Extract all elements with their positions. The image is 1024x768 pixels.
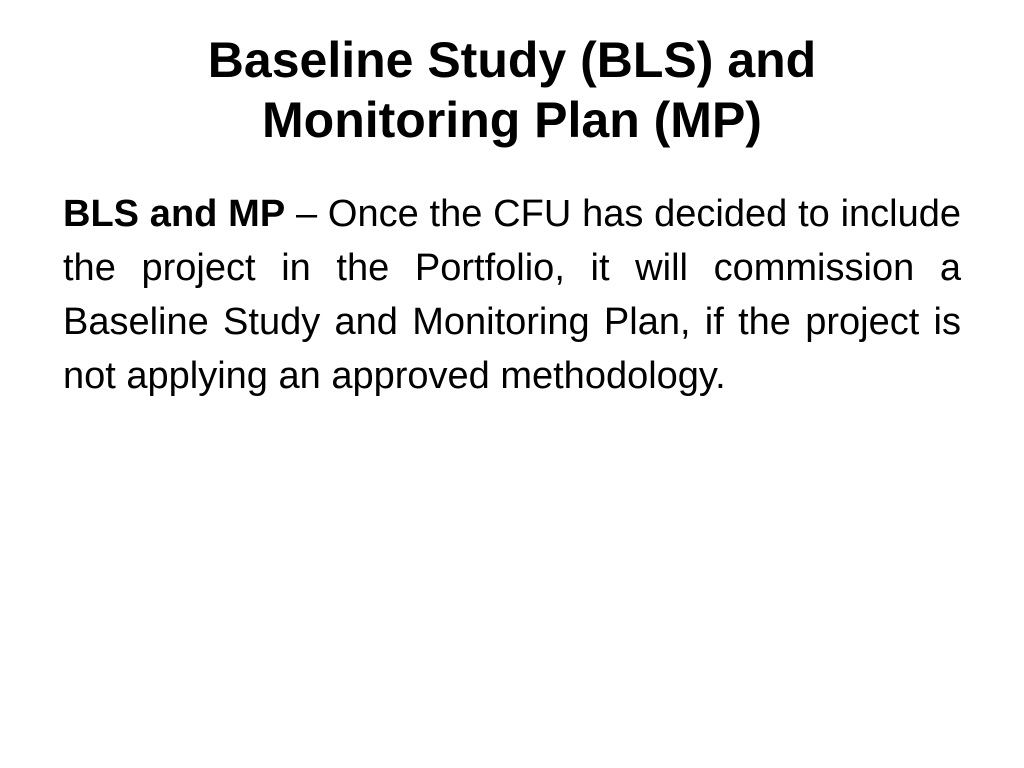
separator: –: [285, 193, 328, 235]
lead-term: BLS and MP: [63, 193, 286, 235]
slide-body-paragraph: [63, 187, 961, 403]
body-text: Once the CFU has decided to include the project in the Portfolio, it will commission a Baseline Study and Monitoring Plan, if the project is not applying an approved methodology.: [63, 193, 961, 397]
slide-title: Baseline Study (BLS) and Monitoring Plan (MP): [207, 32, 817, 148]
